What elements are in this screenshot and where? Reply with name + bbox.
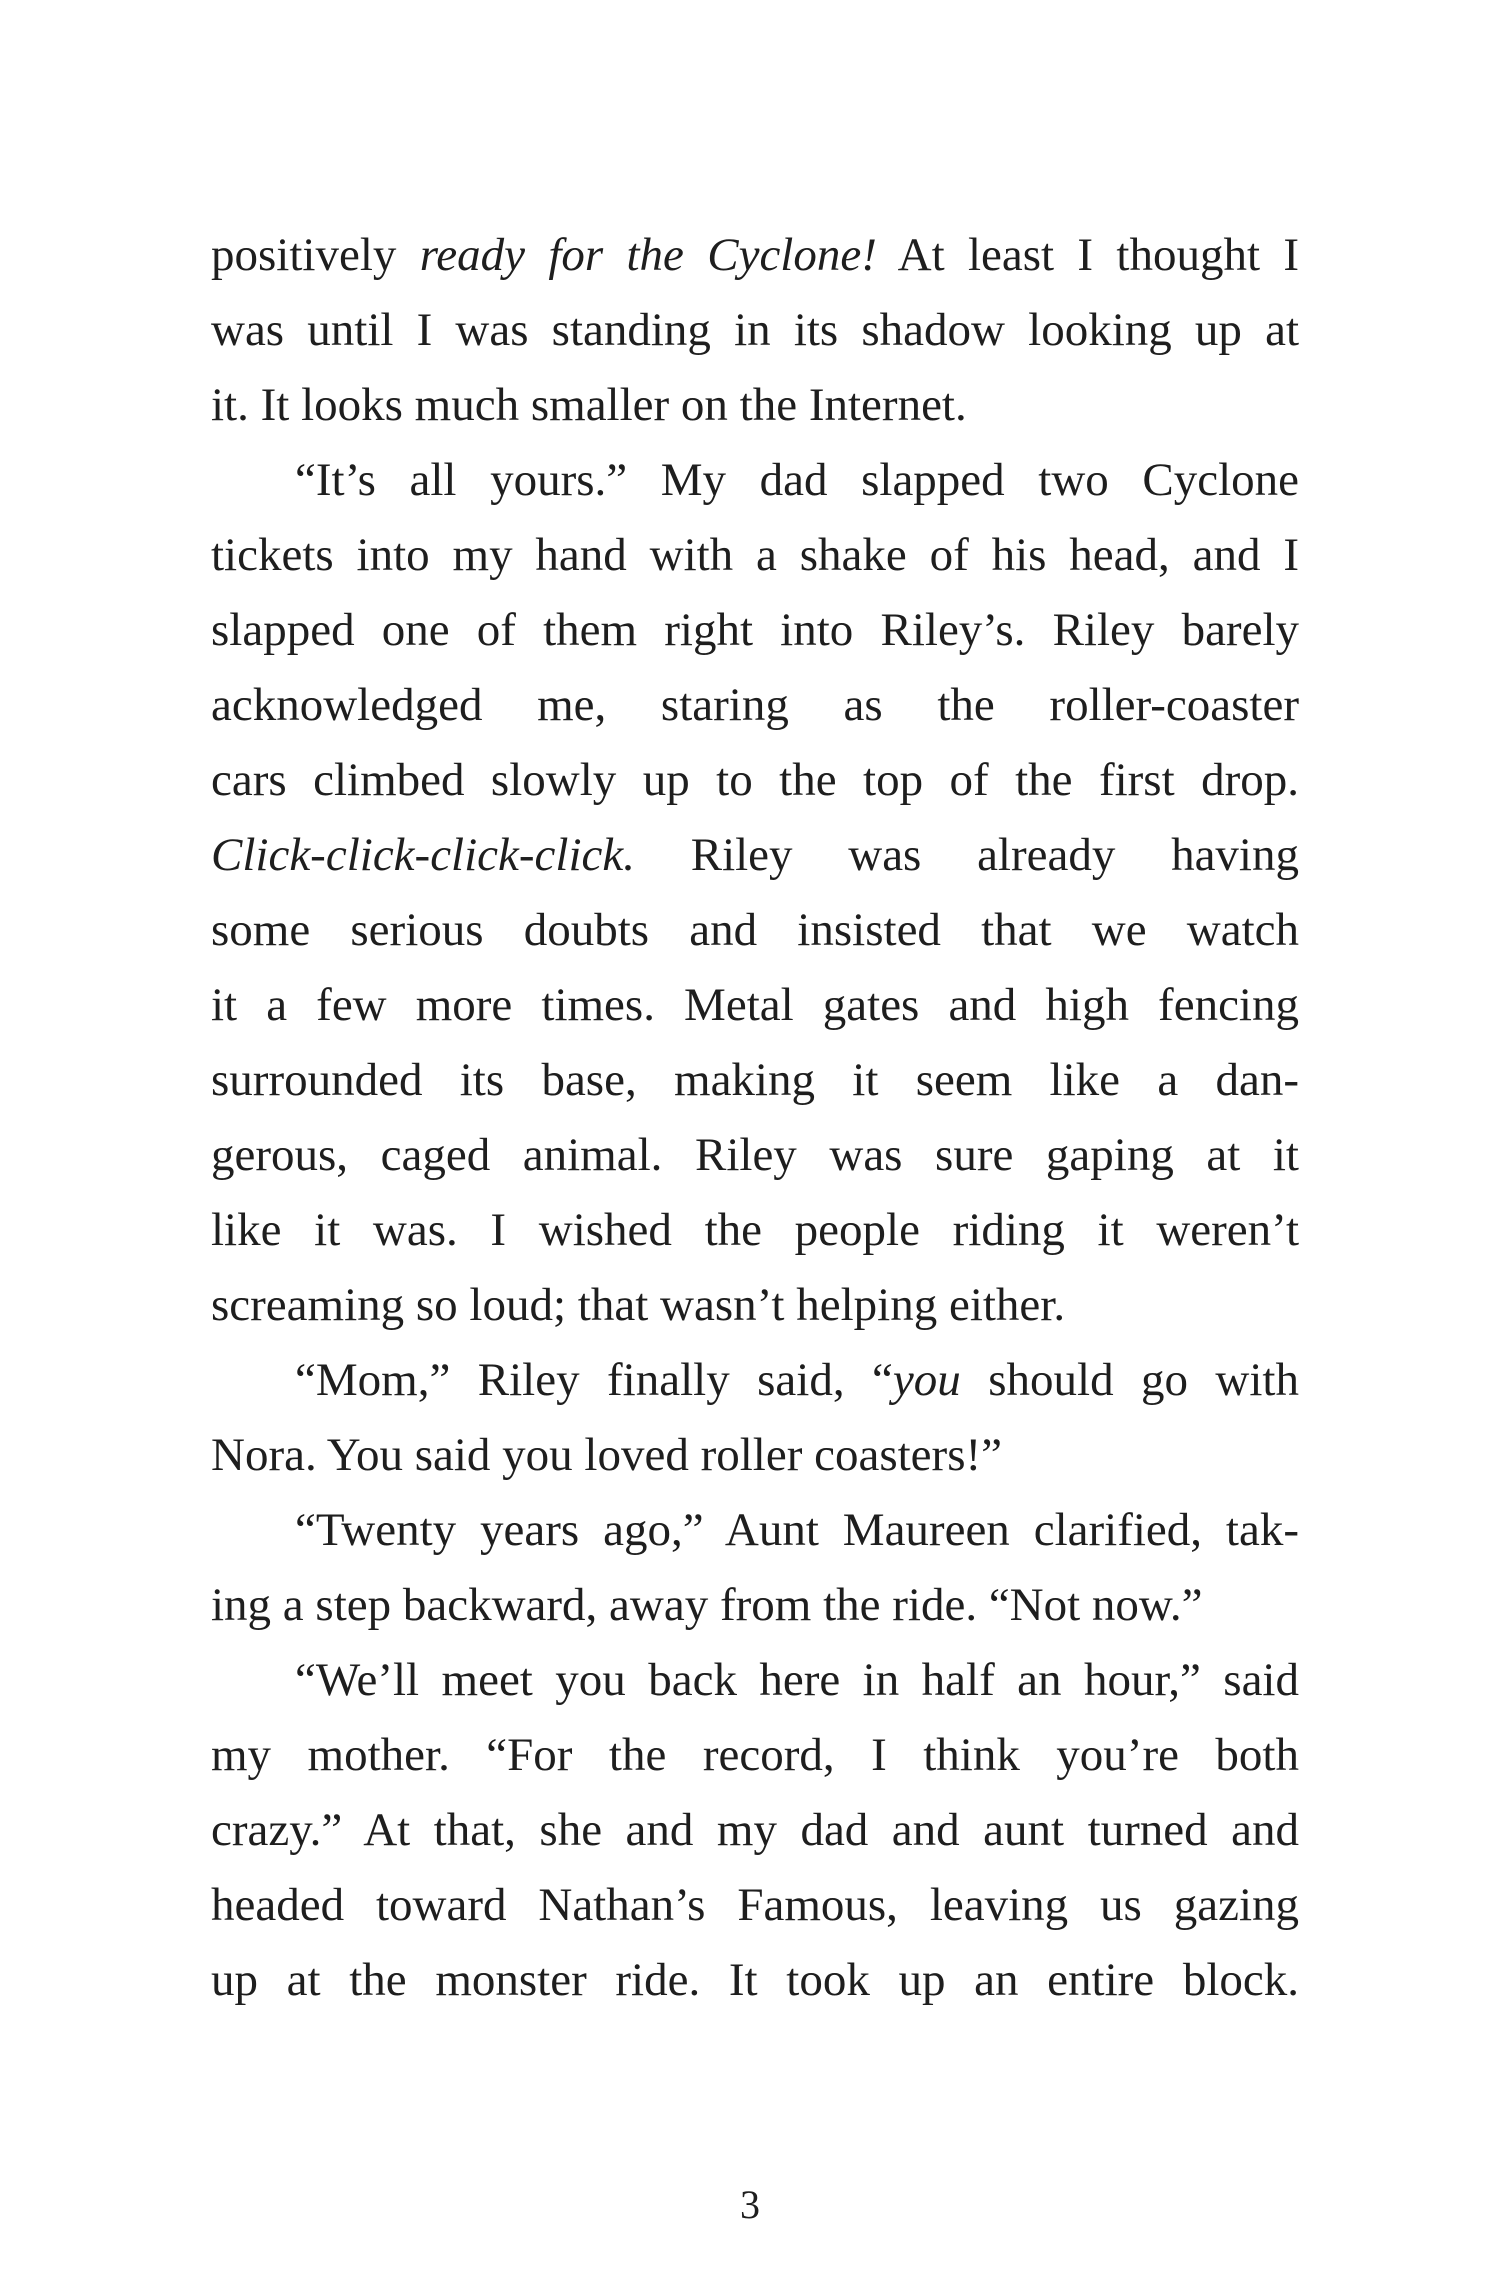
text-line xyxy=(211,1718,1299,1793)
text-segment: should go with xyxy=(960,1354,1299,1406)
text-segment: slapped one of them right into Riley’s. Riley barely xyxy=(211,604,1299,656)
text-line xyxy=(211,1568,1299,1643)
text-line xyxy=(211,1418,1299,1493)
text-segment: was until I was standing in its shadow looking up at xyxy=(211,304,1299,356)
page-number: 3 xyxy=(740,2182,760,2227)
text-line xyxy=(211,743,1299,818)
text-segment: like it was. I wished the people riding it weren’t xyxy=(211,1204,1299,1256)
text-line xyxy=(211,1943,1299,2018)
text-segment: screaming so loud; that wasn’t helping either. xyxy=(211,1279,1066,1331)
text-line xyxy=(211,1793,1299,1868)
text-line xyxy=(211,1193,1299,1268)
text-line xyxy=(211,593,1299,668)
text-segment: some serious doubts and insisted that we watch xyxy=(211,904,1299,956)
text-segment: ing a step backward, away from the ride. “Not now.” xyxy=(211,1579,1203,1631)
text-segment: it a few more times. Metal gates and high fencing xyxy=(211,979,1299,1031)
text-line xyxy=(211,1643,1299,1718)
body-text xyxy=(211,218,1299,2018)
text-segment: positively xyxy=(211,229,420,281)
text-segment: surrounded its base, making it seem like a dan- xyxy=(211,1054,1299,1106)
text-segment: cars climbed slowly up to the top of the first drop. xyxy=(211,754,1299,806)
text-line xyxy=(211,1043,1299,1118)
italic-text: Click-click-click-click. xyxy=(211,829,635,881)
text-line xyxy=(211,1868,1299,1943)
text-line xyxy=(211,293,1299,368)
text-line xyxy=(211,1493,1299,1568)
text-segment: acknowledged me, staring as the roller-coaster xyxy=(211,679,1299,731)
text-line xyxy=(211,818,1299,893)
text-line xyxy=(211,668,1299,743)
text-segment: “Mom,” Riley finally said, “ xyxy=(295,1354,893,1406)
text-line xyxy=(211,1343,1299,1418)
text-line xyxy=(211,1118,1299,1193)
text-line xyxy=(211,443,1299,518)
text-segment: tickets into my hand with a shake of his head, and I xyxy=(211,529,1299,581)
text-segment: Riley was already having xyxy=(635,829,1299,881)
text-line xyxy=(211,518,1299,593)
text-segment: “Twenty years ago,” Aunt Maureen clarified, tak- xyxy=(295,1504,1299,1556)
italic-text: you xyxy=(892,1354,961,1406)
text-segment: Nora. You said you loved roller coasters!” xyxy=(211,1429,1002,1481)
italic-text: ready for the Cyclone! xyxy=(419,229,877,281)
text-segment: At least I thought I xyxy=(876,229,1299,281)
text-segment: crazy.” At that, she and my dad and aunt turned and xyxy=(211,1804,1299,1856)
text-segment: my mother. “For the record, I think you’re both xyxy=(211,1729,1299,1781)
text-segment: up at the monster ride. It took up an entire block. xyxy=(211,1954,1299,2006)
text-segment: “It’s all yours.” My dad slapped two Cyclone xyxy=(295,454,1299,506)
text-line xyxy=(211,968,1299,1043)
text-segment: “We’ll meet you back here in half an hour,” said xyxy=(295,1654,1299,1706)
text-segment: headed toward Nathan’s Famous, leaving us gazing xyxy=(211,1879,1299,1931)
text-line xyxy=(211,893,1299,968)
text-segment: gerous, caged animal. Riley was sure gaping at it xyxy=(211,1129,1299,1181)
text-line xyxy=(211,368,1299,443)
text-segment: it. It looks much smaller on the Internet. xyxy=(211,379,967,431)
text-line xyxy=(211,1268,1299,1343)
text-line xyxy=(211,218,1299,293)
